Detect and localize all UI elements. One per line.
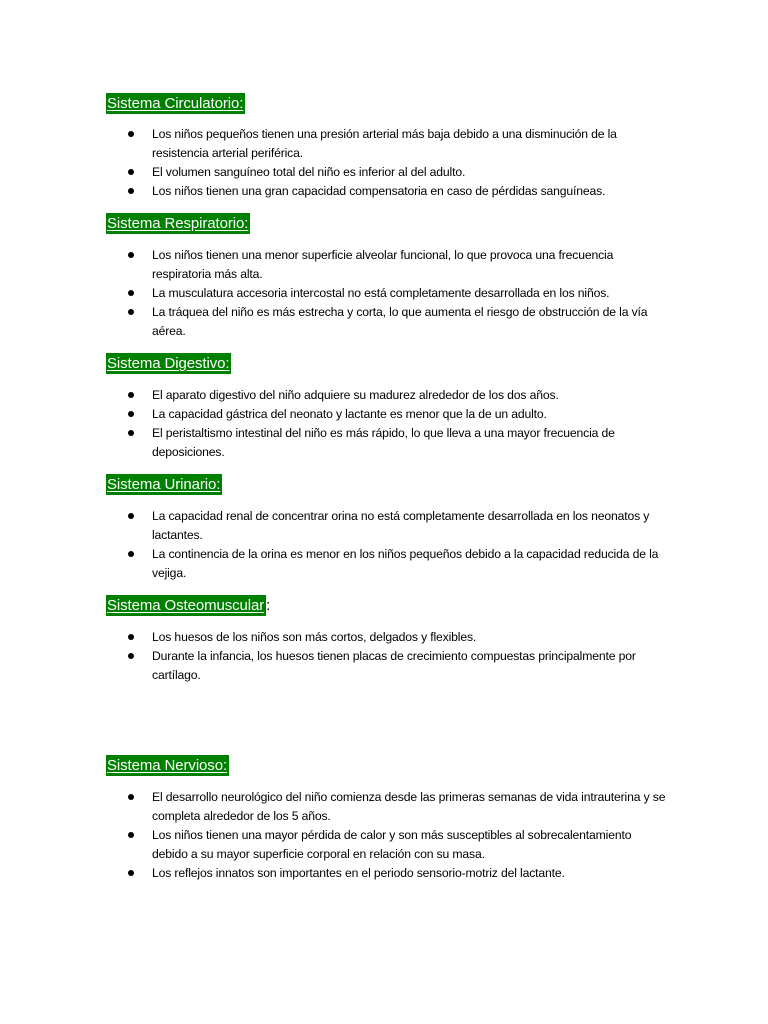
list-item xyxy=(128,163,668,182)
list-item xyxy=(128,647,668,685)
bullet-icon xyxy=(128,169,134,175)
list-item xyxy=(128,424,668,462)
list-item-text: Los niños tienen una mayor pérdida de calor y son más susceptibles al sobrecalentamiento debido a su mayor superficie corporal en relación con su masa. xyxy=(152,828,632,861)
section-heading: Sistema Circulatorio: xyxy=(107,95,244,112)
list-item-text: Los niños pequeños tienen una presión arterial más baja debido a una disminución de la resistencia arterial periférica. xyxy=(152,127,617,160)
list-item-text: El aparato digestivo del niño adquiere su madurez alrededor de los dos años. xyxy=(152,388,559,402)
list-item-text: Los huesos de los niños son más cortos, delgados y flexibles. xyxy=(152,630,477,644)
section-heading: Sistema Digestivo: xyxy=(107,355,230,372)
list-item xyxy=(128,246,668,284)
bullet-list xyxy=(128,788,668,883)
list-item xyxy=(128,405,668,424)
list-item xyxy=(128,788,668,826)
bullet-icon xyxy=(128,290,134,296)
list-item xyxy=(128,864,668,883)
bullet-icon xyxy=(128,252,134,258)
list-item-text: El volumen sanguíneo total del niño es inferior al del adulto. xyxy=(152,165,466,179)
list-item xyxy=(128,826,668,864)
list-item xyxy=(128,545,668,583)
list-item xyxy=(128,628,668,647)
bullet-icon xyxy=(128,392,134,398)
section-heading: Sistema Urinario: xyxy=(107,476,221,493)
list-item xyxy=(128,125,668,163)
list-item-text: Los niños tienen una gran capacidad compensatoria en caso de pérdidas sanguíneas. xyxy=(152,184,606,198)
bullet-icon xyxy=(128,551,134,557)
bullet-icon xyxy=(128,411,134,417)
list-item xyxy=(128,182,668,201)
bullet-icon xyxy=(128,870,134,876)
section-heading: Sistema Osteomuscular xyxy=(107,597,265,614)
list-item-text: La continencia de la orina es menor en los niños pequeños debido a la capacidad reducida de la vejiga. xyxy=(152,547,659,580)
list-item xyxy=(128,386,668,405)
list-item-text: El desarrollo neurológico del niño comienza desde las primeras semanas de vida intrauterina y se completa alrededor de los 5 años. xyxy=(152,790,666,823)
section-nervioso xyxy=(106,755,666,880)
section-osteomuscular xyxy=(106,595,666,682)
list-item-text: Durante la infancia, los huesos tienen placas de crecimiento compuestas principalmente por cartílago. xyxy=(152,649,636,682)
section-heading: Sistema Nervioso: xyxy=(107,757,228,774)
list-item-text: La capacidad gástrica del neonato y lactante es menor que la de un adulto. xyxy=(152,407,547,421)
bullet-list xyxy=(128,507,668,583)
bullet-icon xyxy=(128,653,134,659)
bullet-icon xyxy=(128,634,134,640)
list-item-text: La capacidad renal de concentrar orina no está completamente desarrollada en los neonatos y lactantes. xyxy=(152,509,650,542)
list-item-text: La tráquea del niño es más estrecha y corta, lo que aumenta el riesgo de obstrucción de la vía aérea. xyxy=(152,305,648,338)
section-digestivo xyxy=(106,353,666,459)
bullet-list xyxy=(128,246,668,341)
bullet-icon xyxy=(128,131,134,137)
bullet-list xyxy=(128,386,668,462)
list-item-text: La musculatura accesoria intercostal no está completamente desarrollada en los niños. xyxy=(152,286,610,300)
section-heading: Sistema Respiratorio: xyxy=(107,215,249,232)
list-item xyxy=(128,507,668,545)
list-item xyxy=(128,303,668,341)
section-circulatorio xyxy=(106,93,666,198)
section-urinario xyxy=(106,474,666,580)
list-item-text: Los reflejos innatos son importantes en el periodo sensorio-motriz del lactante. xyxy=(152,866,565,880)
bullet-list xyxy=(128,628,668,685)
bullet-icon xyxy=(128,832,134,838)
list-item xyxy=(128,284,668,303)
bullet-icon xyxy=(128,188,134,194)
heading-suffix: : xyxy=(266,597,271,614)
list-item-text: Los niños tienen una menor superficie alveolar funcional, lo que provoca una frecuencia respiratoria más alta. xyxy=(152,248,614,281)
list-item-text: El peristaltismo intestinal del niño es más rápido, lo que lleva a una mayor frecuencia de deposiciones. xyxy=(152,426,615,459)
bullet-icon xyxy=(128,309,134,315)
bullet-icon xyxy=(128,430,134,436)
section-respiratorio xyxy=(106,213,666,338)
bullet-icon xyxy=(128,513,134,519)
bullet-list xyxy=(128,125,668,201)
bullet-icon xyxy=(128,794,134,800)
